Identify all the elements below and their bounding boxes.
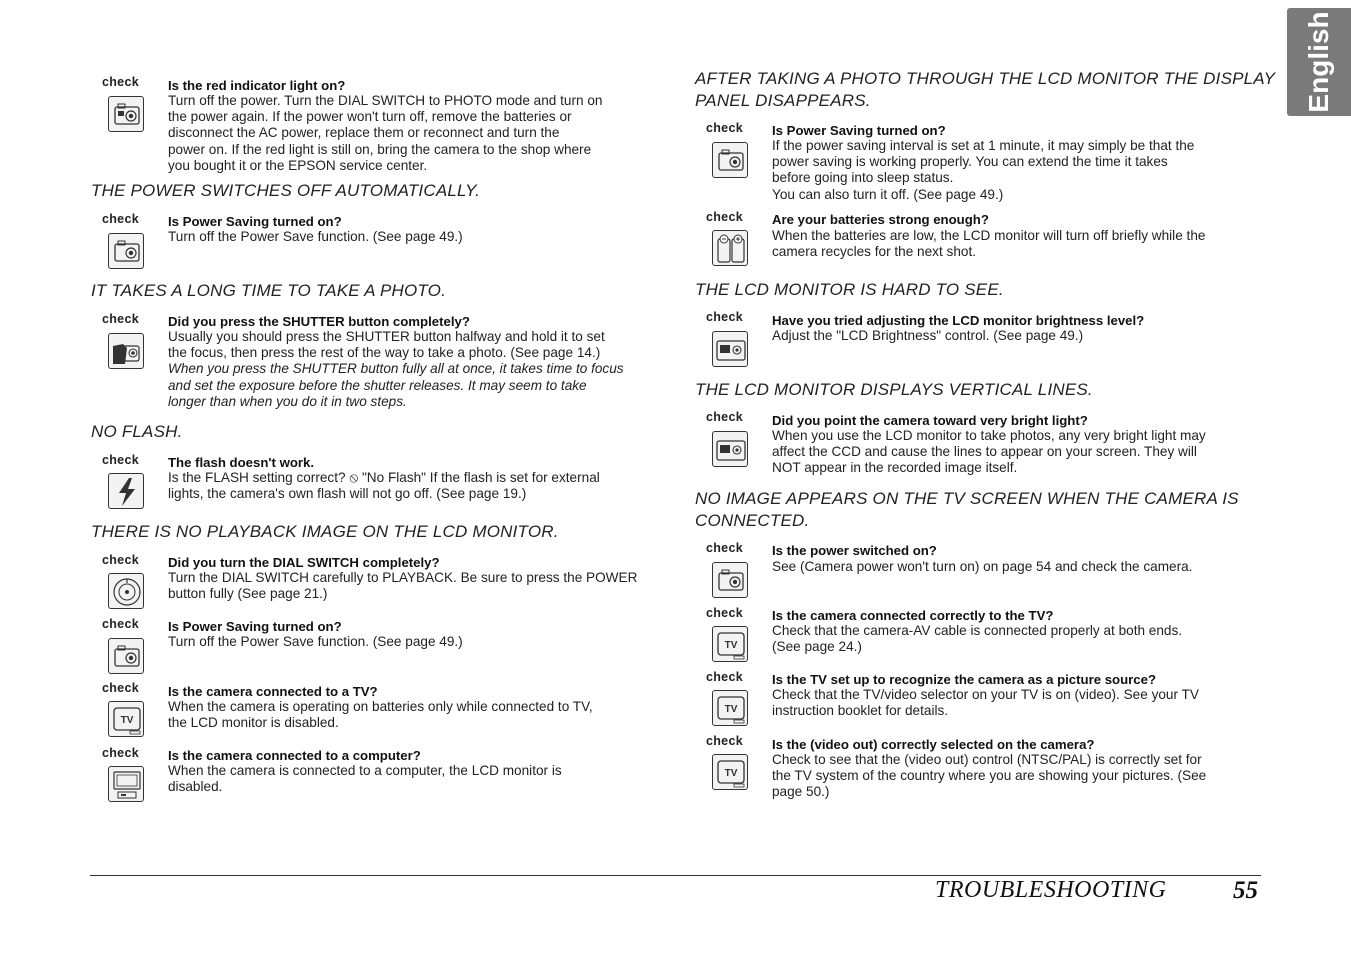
lcd-camera-icon [712, 331, 748, 367]
section-heading: THE LCD MONITOR IS HARD TO SEE. [695, 280, 1004, 299]
answer-line: instruction booklet for details. [772, 703, 949, 719]
language-tab [1287, 8, 1351, 116]
section-heading: THERE IS NO PLAYBACK IMAGE ON THE LCD MONITOR. [91, 522, 559, 541]
camera-icon [712, 142, 748, 178]
camera-icon [108, 96, 144, 132]
question-batteries: Are your batteries strong enough? [772, 212, 989, 227]
batteries-icon [712, 230, 748, 266]
answer-line: the power again. If the power won't turn off, remove the batteries or [168, 109, 572, 125]
page-number: 55 [1233, 877, 1258, 904]
footer-section-title: TROUBLESHOOTING [935, 877, 1167, 903]
camera-icon [108, 233, 144, 269]
section-heading [695, 68, 1275, 112]
answer-line: lights, the camera's own flash will not go off. (See page 19.) [168, 486, 527, 502]
check-label: check [706, 121, 743, 135]
answer-line: affect the CCD and cause the lines to appear on your screen. They will [772, 444, 1197, 460]
answer-computer [168, 763, 643, 795]
answer-bright-light [772, 428, 1247, 477]
heading-line: PANEL DISAPPEARS. [695, 91, 871, 110]
answer-power-on [772, 559, 1247, 575]
note-line: longer than when you do it in two steps. [168, 393, 407, 409]
answer-line: Usually you should press the SHUTTER button halfway and hold it to set [168, 329, 605, 344]
answer-power-saving-right [772, 138, 1247, 203]
question-tv-source: Is the TV set up to recognize the camera as a picture source? [772, 672, 1157, 687]
tv-icon [712, 690, 748, 726]
check-label: check [706, 410, 743, 424]
answer-line: When you use the LCD monitor to take photos, any very bright light may [772, 428, 1206, 443]
answer-flash [168, 470, 643, 502]
answer-line: When the camera is operating on batteries only while connected to TV, [168, 699, 593, 714]
question-computer: Is the camera connected to a computer? [168, 748, 421, 763]
answer-power-saving-2 [168, 634, 643, 650]
question-flash: The flash doesn't work. [168, 455, 315, 470]
answer-line: disconnect the AC power, replace them or reconnect and turn the [168, 125, 560, 141]
tv-icon-text: TV [120, 715, 134, 726]
answer-batteries [772, 228, 1247, 260]
answer-line: Turn off the power. Turn the DIAL SWITCH to PHOTO mode and turn on [168, 93, 603, 108]
answer-shutter [168, 329, 643, 410]
section-heading: THE LCD MONITOR DISPLAYS VERTICAL LINES. [695, 380, 1093, 399]
answer-line: Turn off the Power Save function. (See page 49.) [168, 634, 463, 649]
answer-line: Turn off the Power Save function. (See page 49.) [168, 229, 463, 244]
answer-power-saving [168, 229, 643, 245]
note-line: and set the exposure before the shutter releases. It may seem to take [168, 377, 587, 393]
answer-line: When the batteries are low, the LCD monitor will turn off briefly while the [772, 228, 1206, 243]
dial-switch-icon [108, 573, 144, 609]
answer-line: Check to see that the (video out) control (NTSC/PAL) is correctly set for [772, 752, 1202, 767]
answer-line: Check that the TV/video selector on your TV is on (video). See your TV [772, 687, 1199, 702]
shutter-hand-icon [108, 333, 144, 369]
answer-line: the focus, then press the rest of the way to take a photo. (See page 14.) [168, 345, 601, 361]
answer-line: Is the FLASH setting correct? ⦸ "No Flash" If the flash is set for external [168, 470, 600, 485]
computer-icon [108, 766, 144, 802]
answer-tv-connected [772, 623, 1247, 655]
note-line: When you press the SHUTTER button fully all at once, it takes time to focus [168, 361, 624, 377]
answer-tv [168, 699, 643, 731]
answer-brightness [772, 328, 1247, 344]
check-label: check [706, 734, 743, 748]
question-dial-switch: Did you turn the DIAL SWITCH completely? [168, 555, 440, 570]
camera-icon [712, 562, 748, 598]
question-video-out: Is the (video out) correctly selected on the camera? [772, 737, 1095, 752]
answer-line: When the camera is connected to a computer, the LCD monitor is [168, 763, 562, 778]
question-bright-light: Did you point the camera toward very bright light? [772, 413, 1088, 428]
question-power-saving-2: Is Power Saving turned on? [168, 619, 342, 634]
flash-icon [108, 473, 144, 509]
answer-tv-source [772, 687, 1247, 719]
question-tv-connected: Is the camera connected correctly to the TV? [772, 608, 1054, 623]
answer-line: the LCD monitor is disabled. [168, 715, 339, 731]
lcd-camera-icon [712, 431, 748, 467]
check-label: check [706, 210, 743, 224]
camera-icon [108, 638, 144, 674]
check-label: check [102, 617, 139, 631]
answer-line: before going into sleep status. [772, 170, 954, 186]
answer-line: camera recycles for the next shot. [772, 244, 976, 260]
heading-line: CONNECTED. [695, 511, 810, 530]
answer-line: You can also turn it off. (See page 49.) [772, 186, 1004, 202]
check-label: check [102, 212, 139, 226]
check-label: check [102, 75, 139, 89]
question-tv: Is the camera connected to a TV? [168, 684, 378, 699]
answer-red-indicator [168, 93, 643, 174]
answer-line: you bought it or the EPSON service center. [168, 157, 428, 173]
answer-line: Check that the camera-AV cable is connected properly at both ends. [772, 623, 1183, 638]
question-power-on: Is the power switched on? [772, 543, 937, 558]
footer-rule [90, 875, 1261, 876]
check-label: check [706, 310, 743, 324]
answer-line: If the power saving interval is set at 1 minute, it may simply be that the [772, 138, 1195, 153]
answer-line: See (Camera power won't turn on) on page 54 and check the camera. [772, 559, 1193, 574]
check-label: check [102, 553, 139, 567]
answer-line: power on. If the red light is still on, bring the camera to the shop where [168, 141, 592, 157]
heading-line: NO IMAGE APPEARS ON THE TV SCREEN WHEN THE CAMERA IS [695, 489, 1239, 508]
tv-icon [712, 754, 748, 790]
question-red-indicator: Is the red indicator light on? [168, 78, 346, 93]
heading-line: AFTER TAKING A PHOTO THROUGH THE LCD MONITOR THE DISPLAY [695, 69, 1276, 88]
check-label: check [706, 670, 743, 684]
answer-line: disabled. [168, 779, 223, 795]
answer-dial-switch [168, 570, 643, 602]
tv-icon-text: TV [724, 640, 738, 651]
check-label: check [706, 606, 743, 620]
section-heading: THE POWER SWITCHES OFF AUTOMATICALLY. [91, 181, 481, 200]
tv-icon-text: TV [724, 704, 738, 715]
question-power-saving: Is Power Saving turned on? [168, 214, 342, 229]
language-tab-label: English [1303, 11, 1334, 113]
section-heading: IT TAKES A LONG TIME TO TAKE A PHOTO. [91, 281, 447, 300]
tv-icon-text: TV [724, 768, 738, 779]
answer-line: button fully (See page 21.) [168, 586, 328, 602]
answer-video-out [772, 752, 1247, 801]
check-label: check [706, 541, 743, 555]
answer-line: (See page 24.) [772, 639, 862, 655]
check-label: check [102, 312, 139, 326]
check-label: check [102, 681, 139, 695]
question-power-saving-right: Is Power Saving turned on? [772, 123, 946, 138]
answer-line: page 50.) [772, 784, 830, 800]
section-heading: NO FLASH. [91, 422, 183, 441]
answer-line: NOT appear in the recorded image itself. [772, 460, 1018, 476]
check-label: check [102, 746, 139, 760]
answer-line: Turn the DIAL SWITCH carefully to PLAYBACK. Be sure to press the POWER [168, 570, 638, 585]
question-brightness: Have you tried adjusting the LCD monitor brightness level? [772, 313, 1145, 328]
answer-line: Adjust the "LCD Brightness" control. (See page 49.) [772, 328, 1084, 343]
check-label: check [102, 453, 139, 467]
tv-icon [108, 701, 144, 737]
section-heading [695, 488, 1239, 532]
question-shutter: Did you press the SHUTTER button completely? [168, 314, 470, 329]
tv-icon [712, 626, 748, 662]
answer-line: the TV system of the country where you are showing your pictures. (See [772, 768, 1207, 784]
answer-line: power saving is working properly. You can extend the time it takes [772, 154, 1168, 170]
